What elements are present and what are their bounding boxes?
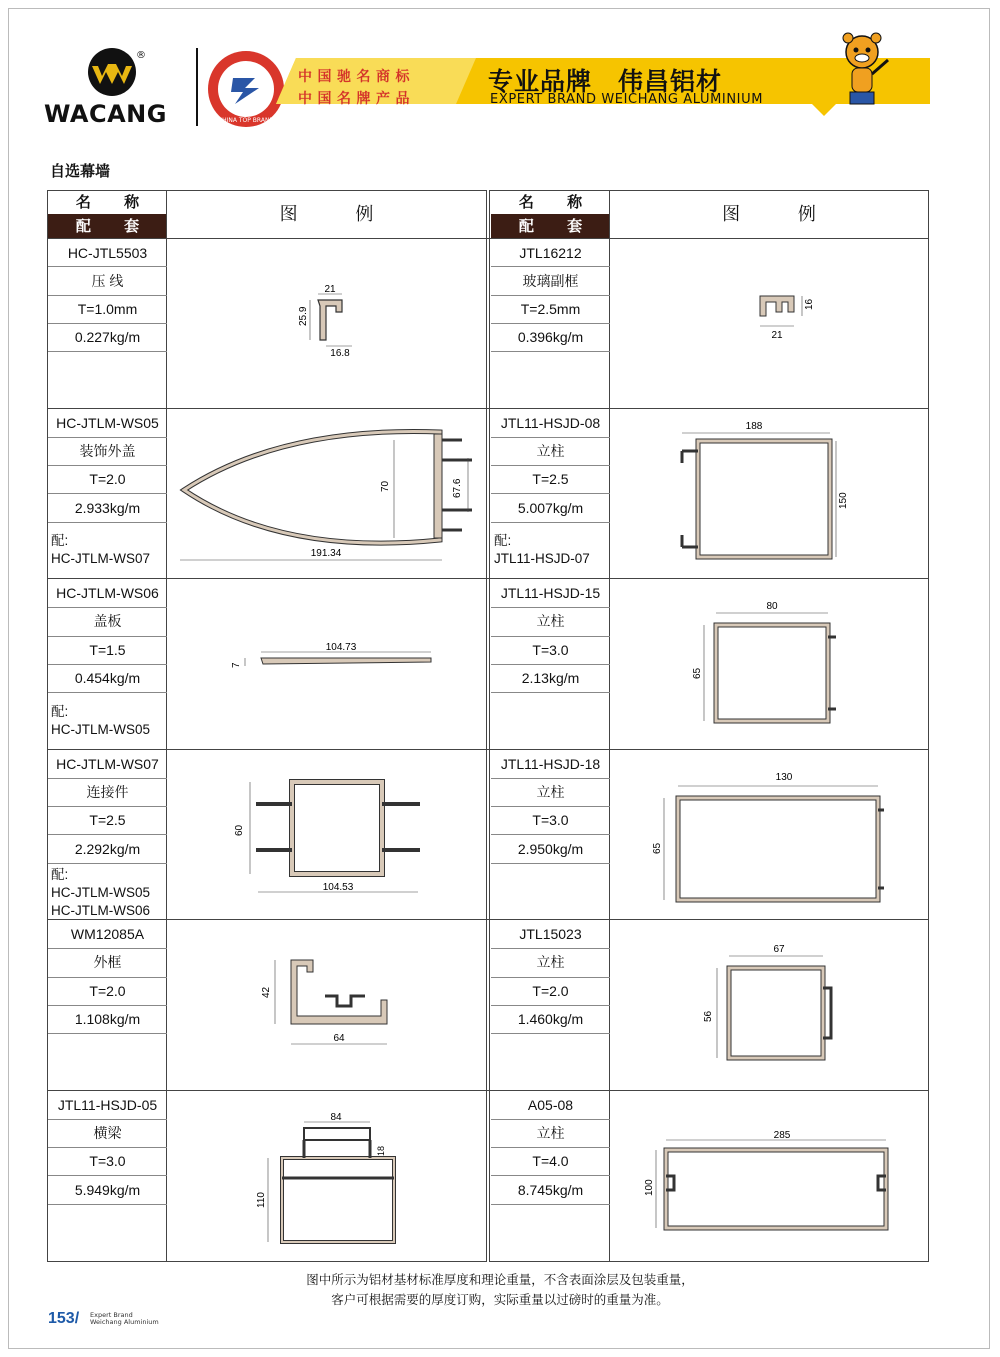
dim-label: 84: [330, 1112, 342, 1123]
dim-label: 285: [773, 1130, 791, 1141]
product-thickness: T=2.5: [89, 812, 126, 828]
dim-label: 64: [333, 1033, 345, 1044]
product-thickness: T=3.0: [532, 642, 569, 658]
dim-label: 21: [771, 330, 783, 341]
product-thickness: T=2.0: [89, 983, 126, 999]
header-divider: [196, 48, 198, 126]
dim-label: 56: [703, 1010, 714, 1022]
dim-label: 25.9: [298, 306, 309, 326]
banner-title-en: EXPERT BRAND WEICHANG ALUMINIUM: [490, 92, 764, 107]
product-code: HC-JTLM-WS05: [56, 415, 159, 431]
product-code: A05-08: [527, 1097, 574, 1113]
product-type: 立柱: [536, 954, 565, 970]
product-code: HC-JTLM-WS07: [56, 756, 159, 772]
product-type: 立柱: [536, 613, 565, 629]
profile-drawing-jtl11-hsjd-05: [250, 1108, 410, 1253]
dim-label: 150: [838, 492, 849, 509]
product-weight: 2.950kg/m: [517, 841, 584, 857]
dim-label: 100: [644, 1179, 655, 1196]
dim-label: 67: [773, 944, 785, 955]
dim-label: 21: [324, 284, 336, 295]
product-weight: 8.745kg/m: [517, 1182, 584, 1198]
product-type: 装饰外盖: [79, 443, 136, 459]
product-weight: 1.108kg/m: [74, 1011, 141, 1027]
dim-label: 18: [376, 1145, 386, 1156]
profile-drawing-hc-jtlm-ws06: [225, 636, 435, 676]
dim-label: 7: [231, 662, 242, 668]
profile-drawing-jtl11-hsjd-08: [672, 415, 862, 565]
pair-product: HC-JTLM-WS05: [51, 722, 151, 737]
registered-mark: ®: [136, 50, 146, 61]
product-thickness: T=3.0: [89, 1153, 126, 1169]
footnote-line1: 图中所示为铝材基材标准厚度和理论重量，不含表面涂层及包装重量，: [306, 1272, 694, 1287]
product-thickness: T=1.0mm: [77, 301, 138, 317]
product-weight: 0.396kg/m: [517, 329, 584, 345]
banner-line1: 中国驰名商标: [298, 69, 415, 85]
dim-label: 60: [234, 824, 245, 836]
dim-label: 16: [804, 298, 815, 310]
china-top-brand-seal: [205, 48, 287, 130]
pair-product: JTL11-HSJD-07: [494, 551, 590, 566]
product-code: JTL11-HSJD-18: [500, 756, 601, 772]
profile-drawing-hc-jtl5503: [290, 282, 370, 362]
section-title: 自选幕墙: [50, 162, 111, 180]
footer-brand-line2: Weichang Aluminium: [90, 1318, 159, 1326]
product-code: HC-JTLM-WS06: [56, 585, 159, 601]
product-type: 横梁: [93, 1125, 122, 1141]
svg-text:CHINA TOP BRAND: CHINA TOP BRAND: [217, 117, 275, 124]
product-code: JTL11-HSJD-15: [500, 585, 601, 601]
profile-drawing-jtl11-hsjd-18: [648, 766, 888, 906]
product-thickness: T=3.0: [532, 812, 569, 828]
profile-drawing-hc-jtlm-ws05: [172, 420, 482, 570]
dim-label: 80: [766, 601, 778, 612]
product-type: 连接件: [86, 784, 129, 800]
product-type: 压 线: [91, 273, 124, 289]
dim-label: 65: [692, 667, 703, 679]
dim-label: 110: [256, 1192, 267, 1208]
product-type: 立柱: [536, 1125, 565, 1141]
product-thickness: T=2.5: [532, 471, 569, 487]
product-thickness: T=2.0: [89, 471, 126, 487]
product-thickness: T=1.5: [89, 642, 126, 658]
product-thickness: T=2.0: [532, 983, 569, 999]
banner-title-cn: 专业品牌 伟昌铝材: [488, 67, 723, 96]
row-divider: [47, 408, 929, 409]
dim-label: 67.6: [452, 478, 463, 498]
tiger-mascot-icon: [830, 30, 894, 114]
row-divider: [47, 1090, 929, 1091]
pair-label: 配:: [51, 867, 69, 882]
product-weight: 5.007kg/m: [517, 500, 584, 516]
product-type: 立柱: [536, 443, 565, 459]
profile-drawing-jtl15023: [695, 938, 845, 1068]
product-weight: 1.460kg/m: [517, 1011, 584, 1027]
profile-drawing-jtl11-hsjd-15: [688, 595, 848, 735]
product-weight: 5.949kg/m: [74, 1182, 141, 1198]
footnote: [200, 1270, 800, 1310]
header-figure-right: 图 例: [722, 204, 842, 225]
table-center-divider: [486, 190, 490, 1262]
pair-product: HC-JTLM-WS07: [51, 551, 151, 566]
page-number: 153/: [48, 1310, 80, 1327]
row-divider: [47, 578, 929, 579]
product-thickness: T=4.0: [532, 1153, 569, 1169]
footnote-line2: 客户可根据需要的厚度订购，实际重量以过磅时的重量为准。: [331, 1292, 669, 1307]
dim-label: 188: [745, 421, 763, 432]
product-code: WM12085A: [70, 926, 145, 942]
product-code: JTL15023: [519, 926, 582, 942]
product-type: 立柱: [536, 784, 565, 800]
row-divider: [47, 919, 929, 920]
product-type: 外框: [93, 954, 122, 970]
pair-label: 配:: [494, 533, 512, 548]
profile-drawing-wm12085a: [255, 950, 405, 1050]
header-name-right: 名 称: [518, 193, 597, 211]
dim-label: 130: [775, 772, 793, 783]
product-weight: 2.933kg/m: [74, 500, 141, 516]
profile-drawing-jtl16212: [750, 288, 830, 344]
brand-name: WACANG: [44, 100, 167, 128]
header-figure-left: 图 例: [279, 204, 400, 225]
header-pei-left: 配 套: [48, 214, 167, 238]
pair-label: 配:: [51, 704, 69, 719]
header-bottom-line: [47, 238, 929, 239]
product-type: 玻璃副框: [522, 273, 579, 289]
dim-label: 16.8: [330, 348, 350, 359]
product-thickness: T=2.5mm: [520, 301, 581, 317]
footer-brand: [90, 1312, 159, 1326]
dim-label: 42: [261, 986, 272, 998]
profile-drawing-hc-jtlm-ws07: [228, 770, 428, 900]
header-name-left: 名 称: [75, 193, 154, 211]
product-code: JTL16212: [519, 245, 582, 261]
product-code: JTL11-HSJD-08: [500, 415, 601, 431]
dim-label: 104.53: [322, 882, 354, 893]
row-divider: [47, 749, 929, 750]
product-weight: 2.13kg/m: [521, 670, 580, 686]
product-weight: 0.227kg/m: [74, 329, 141, 345]
product-code: HC-JTL5503: [67, 245, 148, 261]
product-code: JTL11-HSJD-05: [57, 1097, 158, 1113]
profile-drawing-a05-08: [640, 1120, 920, 1240]
product-type: 盖板: [93, 613, 122, 629]
footer-brand-line1: Expert Brand: [90, 1311, 133, 1319]
product-weight: 2.292kg/m: [74, 841, 141, 857]
banner-line2: 中国名牌产品: [298, 91, 415, 107]
dim-label: 70: [380, 480, 391, 492]
header-pei-right: 配 套: [491, 214, 610, 238]
dim-label: 104.73: [325, 642, 357, 653]
dim-label: 65: [652, 842, 663, 854]
pair-product: HC-JTLM-WS06: [51, 903, 151, 918]
pair-label: 配:: [51, 533, 69, 548]
dim-label: 191.34: [310, 548, 342, 559]
product-weight: 0.454kg/m: [74, 670, 141, 686]
pair-product: HC-JTLM-WS05: [51, 885, 151, 900]
